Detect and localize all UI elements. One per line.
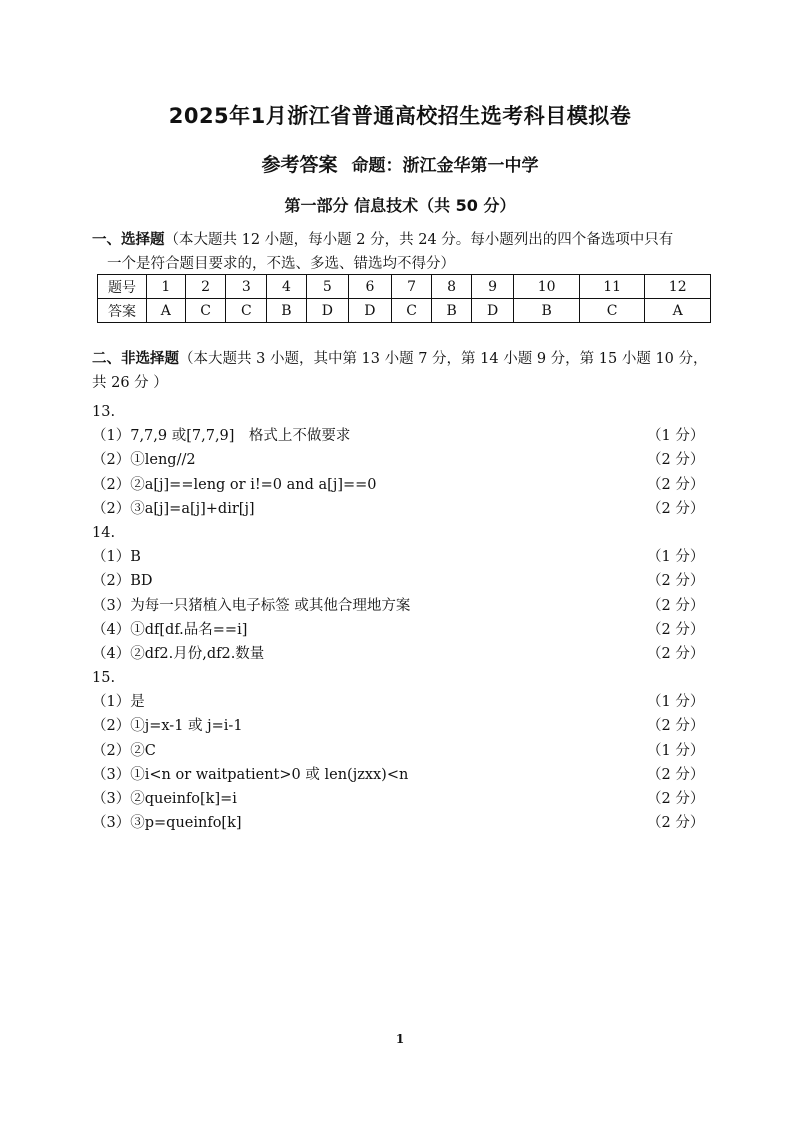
points: （2 分） xyxy=(647,500,705,517)
author-line: 命题：浙江金华第一中学 xyxy=(351,156,539,176)
answer-cell: A xyxy=(147,299,186,323)
points: （1 分） xyxy=(647,549,705,566)
answer-text: （3）为每一只猪植入电子标签 或其他合理地方案 xyxy=(92,597,411,614)
section2-intro xyxy=(92,347,717,395)
section2-intro-line2: 共 26 分 ） xyxy=(92,375,168,391)
list-item xyxy=(92,690,717,714)
answer-text: （2）①leng//2 xyxy=(92,452,196,469)
list-item xyxy=(92,618,717,642)
table-row-answers xyxy=(98,299,711,323)
answer-cell: C xyxy=(185,299,226,323)
list-item xyxy=(92,787,717,811)
answer-text: （1）7,7,9 或[7,7,9] 格式上不做要求 xyxy=(92,428,351,445)
question-number: 6 xyxy=(349,275,392,299)
list-item xyxy=(92,714,717,738)
answer-cell: D xyxy=(471,299,514,323)
question-number: 2 xyxy=(185,275,226,299)
points: （2 分） xyxy=(647,791,705,807)
row-label-numbers: 题号 xyxy=(98,275,147,299)
list-item xyxy=(92,594,717,618)
answer-cell: C xyxy=(579,299,645,323)
answer-key-label: 参考答案 xyxy=(261,154,338,176)
page-number: 1 xyxy=(395,1032,405,1046)
answer-text: （4）②df2.月份,df2.数量 xyxy=(92,645,265,662)
section2-intro-line1: （本大题共 3 小题，其中第 13 小题 7 分，第 14 小题 9 分，第 15 小题 10 分， xyxy=(179,351,708,367)
points: （2 分） xyxy=(647,476,705,493)
question-number: 9 xyxy=(471,275,514,299)
answer-text: （3）①i<n or waitpatient>0 或 len(jzxx)<n xyxy=(92,766,409,783)
question-answers xyxy=(92,400,717,835)
question-number: 1 xyxy=(147,275,186,299)
question-number: 3 xyxy=(226,275,267,299)
answer-cell: A xyxy=(645,299,711,323)
points: （2 分） xyxy=(647,815,705,832)
answer-text: （2）②a[j]==leng or i!=0 and a[j]==0 xyxy=(92,476,377,493)
part-title: 第一部分 信息技术（共 50 分） xyxy=(284,196,516,215)
section2-heading: 二、非选择题 xyxy=(92,351,179,367)
answer-cell: D xyxy=(349,299,392,323)
answer-text: （3）③p=queinfo[k] xyxy=(92,815,242,832)
exam-title: 2025年1月浙江省普通高校招生选考科目模拟卷 xyxy=(168,104,632,128)
answer-text: （3）②queinfo[k]=i xyxy=(92,791,237,807)
points: （2 分） xyxy=(647,573,705,590)
question-14-number: 14. xyxy=(92,524,116,541)
list-item xyxy=(92,473,717,497)
section1-intro xyxy=(92,228,717,276)
answer-text: （2）②C xyxy=(92,742,156,759)
points: （2 分） xyxy=(647,718,705,735)
list-item xyxy=(92,569,717,593)
answer-cell: B xyxy=(267,299,306,323)
question-13-number: 13. xyxy=(92,404,116,420)
answer-cell: B xyxy=(432,299,471,323)
points: （2 分） xyxy=(647,645,705,662)
list-item xyxy=(92,763,717,787)
question-number: 11 xyxy=(579,275,645,299)
list-item xyxy=(92,448,717,472)
list-item xyxy=(92,424,717,448)
answer-text: （1）B xyxy=(92,549,141,566)
section1-intro-line2: 一个是符合题目要求的，不选、多选、错选均不得分） xyxy=(107,256,455,272)
points: （1 分） xyxy=(647,428,705,445)
list-item xyxy=(92,642,717,666)
list-item xyxy=(92,497,717,521)
section1-intro-line1: （本大题共 12 小题，每小题 2 分，共 24 分。每小题列出的四个备选项中只有 xyxy=(164,232,674,248)
answer-text: （2）③a[j]=a[j]+dir[j] xyxy=(92,500,255,517)
answer-text: （4）①df[df.品名==i] xyxy=(92,621,248,638)
list-item xyxy=(92,811,717,835)
answer-cell: C xyxy=(226,299,267,323)
question-number: 4 xyxy=(267,275,306,299)
answer-cell: D xyxy=(306,299,349,323)
list-item xyxy=(92,739,717,763)
answer-cell: C xyxy=(391,299,432,323)
answer-text: （2）①j=x-1 或 j=i-1 xyxy=(92,718,243,735)
answer-table xyxy=(97,274,711,323)
answer-text: （1）是 xyxy=(92,694,145,711)
points: （2 分） xyxy=(647,621,705,638)
row-label-answers: 答案 xyxy=(98,299,147,323)
question-number: 10 xyxy=(514,275,580,299)
question-number: 12 xyxy=(645,275,711,299)
subtitle xyxy=(0,150,800,177)
points: （1 分） xyxy=(647,694,705,711)
points: （2 分） xyxy=(647,766,705,783)
question-number: 7 xyxy=(391,275,432,299)
question-number: 8 xyxy=(432,275,471,299)
table-row-numbers xyxy=(98,275,711,299)
section1-heading: 一、选择题 xyxy=(92,232,165,248)
points: （2 分） xyxy=(647,597,705,614)
answer-text: （2）BD xyxy=(92,573,153,590)
points: （1 分） xyxy=(647,742,705,759)
points: （2 分） xyxy=(647,452,705,469)
answer-cell: B xyxy=(514,299,580,323)
list-item xyxy=(92,545,717,569)
question-number: 5 xyxy=(306,275,349,299)
question-15-number: 15. xyxy=(92,670,116,687)
